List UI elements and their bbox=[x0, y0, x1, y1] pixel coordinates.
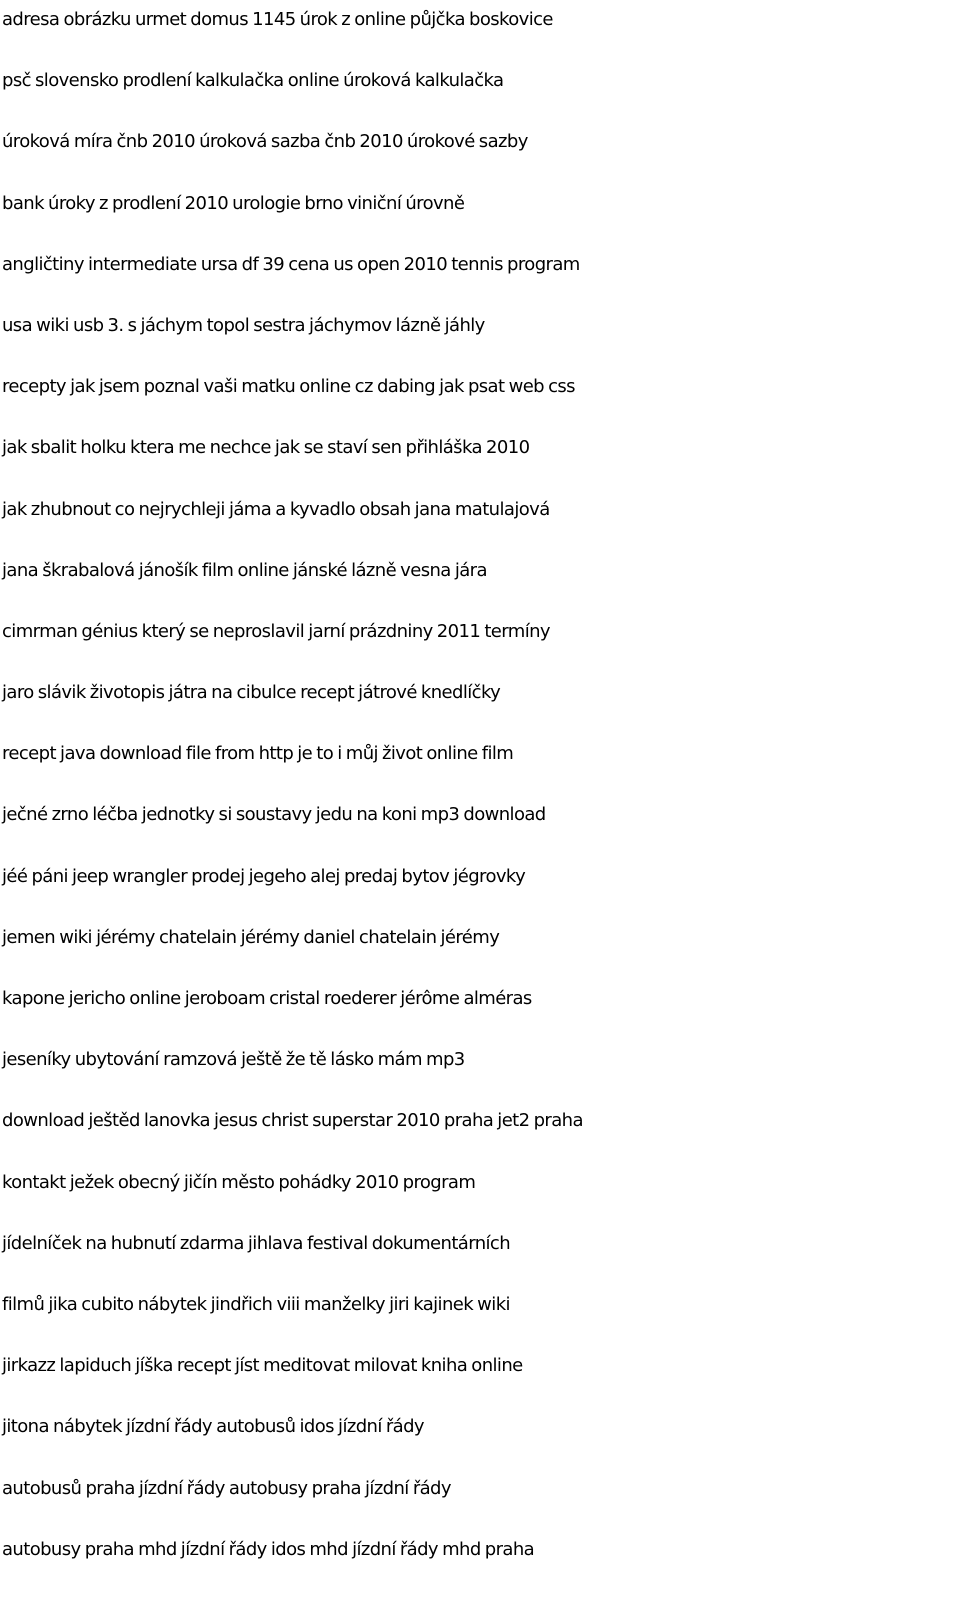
text-line: jeseníky ubytování ramzová ještě že tě lásko mám mp3 bbox=[2, 1049, 465, 1071]
text-line: bank úroky z prodlení 2010 urologie brno viniční úrovně bbox=[2, 192, 465, 214]
text-line: download ještěd lanovka jesus christ superstar 2010 praha jet2 praha bbox=[2, 1110, 583, 1132]
text-line: jídelníček na hubnutí zdarma jihlava festival dokumentárních bbox=[2, 1232, 511, 1254]
text-line: kontakt ježek obecný jičín město pohádky 2010 program bbox=[2, 1171, 476, 1193]
text-line: ječné zrno léčba jednotky si soustavy jedu na koni mp3 download bbox=[2, 804, 546, 826]
text-line: jana škrabalová jánošík film online jánské lázně vesna jára bbox=[2, 559, 487, 581]
text-line: autobusy praha mhd jízdní řády idos mhd jízdní řády mhd praha bbox=[2, 1538, 535, 1560]
text-line: cimrman génius který se neproslavil jarní prázdniny 2011 termíny bbox=[2, 620, 550, 642]
text-line: recepty jak jsem poznal vaši matku online cz dabing jak psat web css bbox=[2, 376, 575, 398]
text-line: recept java download file from http je to i můj život online film bbox=[2, 743, 514, 765]
text-line: úroková míra čnb 2010 úroková sazba čnb 2010 úrokové sazby bbox=[2, 131, 528, 153]
text-line: jaro slávik životopis játra na cibulce recept játrové knedlíčky bbox=[2, 682, 501, 704]
text-line: usa wiki usb 3. s jáchym topol sestra jáchymov lázně jáhly bbox=[2, 314, 485, 336]
text-line: autobusů praha jízdní řády autobusy praha jízdní řády bbox=[2, 1477, 451, 1499]
text-line: psč slovensko prodlení kalkulačka online úroková kalkulačka bbox=[2, 70, 504, 92]
text-line: jemen wiki jérémy chatelain jérémy daniel chatelain jérémy bbox=[2, 926, 500, 948]
text-line: angličtiny intermediate ursa df 39 cena us open 2010 tennis program bbox=[2, 253, 580, 275]
text-line: jitona nábytek jízdní řády autobusů idos jízdní řády bbox=[2, 1416, 424, 1438]
text-line: jirkazz lapiduch jíška recept jíst meditovat milovat kniha online bbox=[2, 1355, 523, 1377]
text-line: jak zhubnout co nejrychleji jáma a kyvadlo obsah jana matulajová bbox=[2, 498, 550, 520]
text-line: jak sbalit holku ktera me nechce jak se staví sen přihláška 2010 bbox=[2, 437, 530, 459]
text-line: filmů jika cubito nábytek jindřich viii manželky jiri kajinek wiki bbox=[2, 1293, 510, 1315]
text-line: adresa obrázku urmet domus 1145 úrok z online půjčka boskovice bbox=[2, 9, 553, 30]
document-body bbox=[2, 0, 960, 1591]
text-line: jéé páni jeep wrangler prodej jegeho alej predaj bytov jégrovky bbox=[2, 865, 526, 887]
text-line: kapone jericho online jeroboam cristal roederer jérôme alméras bbox=[2, 988, 532, 1009]
